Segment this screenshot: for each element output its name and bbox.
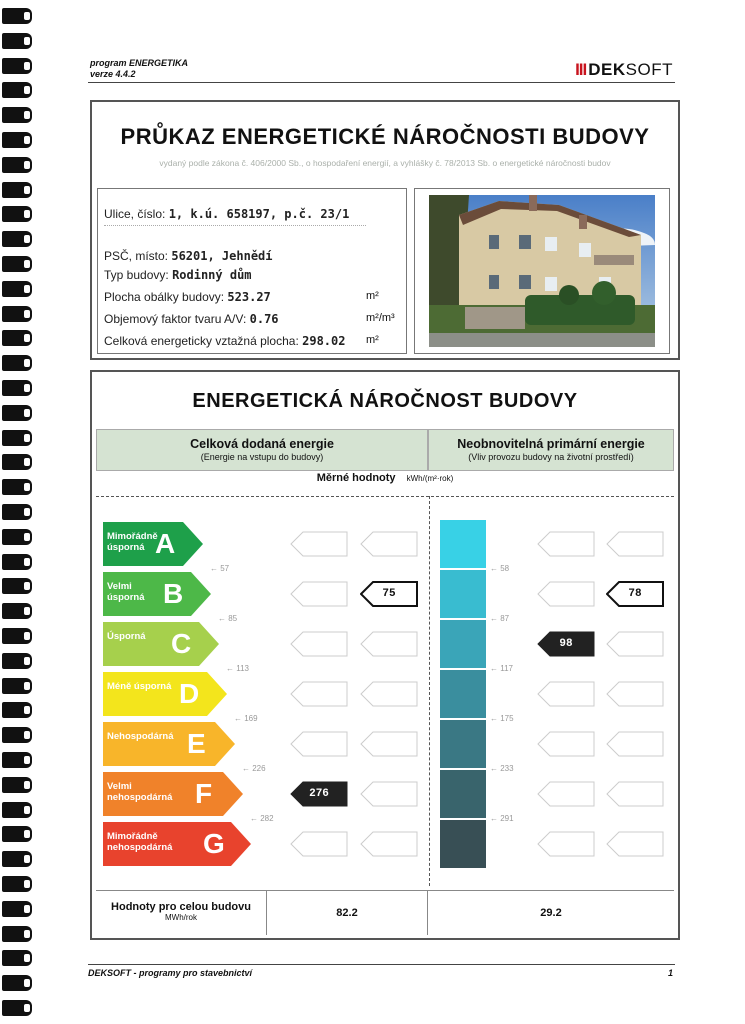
right-slot-1 <box>537 731 595 757</box>
right-slot-2 <box>606 531 664 557</box>
binding-ring <box>2 901 32 917</box>
whole-building-primary: 29.2 <box>540 907 562 919</box>
right-threshold: ← 87 <box>490 614 510 623</box>
street-value: 1, k.ú. 658197, p.č. 23/1 <box>168 207 350 221</box>
footer-rule <box>88 964 675 965</box>
class-f-arrow <box>103 772 243 816</box>
binding-ring <box>2 529 32 545</box>
class-c-arrow <box>103 622 219 666</box>
binding-ring <box>2 727 32 743</box>
binding-ring <box>2 281 32 297</box>
left-slot-2 <box>360 731 418 757</box>
primary-energy-bar-segment <box>440 620 486 668</box>
binding-ring <box>2 82 32 98</box>
left-threshold: ← 282 <box>250 814 274 823</box>
spiral-binding <box>0 0 34 1024</box>
right-slot-2 <box>606 631 664 657</box>
left-slot-1-value: 276 <box>309 788 329 800</box>
right-slot-2 <box>606 781 664 807</box>
specific-values-label-row <box>96 472 674 494</box>
left-slot-2 <box>360 781 418 807</box>
envelope-label: Plocha obálky budovy: <box>104 290 225 304</box>
primary-energy-bar-segment <box>440 670 486 718</box>
whole-building-label: Hodnoty pro celou budovu <box>111 901 251 913</box>
binding-ring <box>2 58 32 74</box>
binding-ring <box>2 182 32 198</box>
class-label: Velmi nehospodárná <box>107 781 173 803</box>
class-label: Úsporná <box>107 631 146 642</box>
right-slot-2 <box>606 581 664 607</box>
binding-ring <box>2 430 32 446</box>
whole-building-unit: MWh/rok <box>165 913 197 922</box>
binding-ring <box>2 107 32 123</box>
left-threshold: ← 113 <box>226 664 249 673</box>
binding-ring <box>2 578 32 594</box>
certificate-box <box>90 100 680 360</box>
right-column-header <box>428 429 674 471</box>
certificate-title: PRŮKAZ ENERGETICKÉ NÁROČNOSTI BUDOVY <box>120 124 650 149</box>
right-slot-1 <box>537 781 595 807</box>
right-slot-1 <box>537 831 595 857</box>
binding-ring <box>2 702 32 718</box>
certificate-subtitle: vydaný podle zákona č. 406/2000 Sb., o hospodaření energií, a vyhlášky č. 78/2013 Sb. o energetické náročnosti budov <box>159 158 611 168</box>
binding-ring <box>2 678 32 694</box>
program-info <box>90 58 188 80</box>
street-row <box>104 207 349 221</box>
program-version: verze 4.4.2 <box>90 69 136 79</box>
class-label: Méně úsporná <box>107 681 172 692</box>
right-header-title: Neobnovitelná primární energie <box>457 437 645 451</box>
right-threshold: ← 233 <box>490 764 514 773</box>
primary-energy-bar-segment <box>440 720 486 768</box>
binding-ring <box>2 157 32 173</box>
class-letter: E <box>187 728 206 759</box>
left-slot-2 <box>360 631 418 657</box>
right-slot-1 <box>537 681 595 707</box>
binding-ring <box>2 975 32 991</box>
binding-ring <box>2 777 32 793</box>
primary-energy-bar-segment <box>440 520 486 568</box>
left-threshold: ← 85 <box>218 614 238 623</box>
binding-ring <box>2 950 32 966</box>
footer-company: DEKSOFT - programy pro stavebnictví <box>88 968 253 978</box>
rating-title: ENERGETICKÁ NÁROČNOST BUDOVY <box>192 390 578 412</box>
class-a-arrow <box>103 522 203 566</box>
building-photo <box>414 188 670 354</box>
floor-unit: m² <box>366 334 379 346</box>
right-threshold: ← 58 <box>490 564 510 573</box>
right-slot-2 <box>606 831 664 857</box>
binding-ring <box>2 231 32 247</box>
primary-energy-bar-segment <box>440 770 486 818</box>
class-letter: G <box>203 828 225 859</box>
binding-ring <box>2 330 32 346</box>
left-slot-1 <box>290 731 348 757</box>
right-threshold: ← 117 <box>490 664 513 673</box>
right-header-subtitle: (Vliv provozu budovy na životní prostředí) <box>468 452 634 462</box>
specific-values-unit: kWh/(m²·rok) <box>406 474 454 483</box>
right-slot-1 <box>537 531 595 557</box>
shape-unit: m²/m³ <box>366 312 395 324</box>
type-label: Typ budovy: <box>104 268 169 282</box>
energy-rating-box <box>90 370 680 940</box>
left-slot-1 <box>290 681 348 707</box>
left-slot-1 <box>290 581 348 607</box>
binding-ring <box>2 802 32 818</box>
binding-ring <box>2 876 32 892</box>
logo-dek: DEK <box>588 60 626 79</box>
class-g-arrow <box>103 822 251 866</box>
left-threshold: ← 57 <box>210 564 230 573</box>
shape-label: Objemový faktor tvaru A/V: <box>104 312 247 326</box>
binding-ring <box>2 504 32 520</box>
floor-row <box>104 334 345 348</box>
floor-value: 298.02 <box>302 334 346 348</box>
page-number: 1 <box>667 968 673 978</box>
class-letter: B <box>163 578 184 609</box>
right-threshold: ← 175 <box>490 714 514 723</box>
shape-row <box>104 312 279 326</box>
binding-ring <box>2 826 32 842</box>
class-label: Mimořádně úsporná <box>107 531 158 553</box>
right-threshold: ← 291 <box>490 814 514 823</box>
binding-ring <box>2 603 32 619</box>
binding-ring <box>2 752 32 768</box>
left-slot-2 <box>360 531 418 557</box>
left-slot-2 <box>360 581 418 607</box>
left-threshold: ← 226 <box>242 764 266 773</box>
binding-ring <box>2 132 32 148</box>
class-label: Nehospodárná <box>107 731 174 742</box>
left-slot-1 <box>290 631 348 657</box>
binding-ring <box>2 256 32 272</box>
right-slot-1 <box>537 581 595 607</box>
building-info <box>97 188 407 354</box>
column-divider <box>429 496 430 886</box>
whole-building-delivered: 82.2 <box>267 891 428 935</box>
binding-ring <box>2 628 32 644</box>
left-header-title: Celková dodaná energie <box>190 437 334 451</box>
header-rule <box>88 82 675 83</box>
type-row <box>104 268 252 282</box>
floor-label: Celková energeticky vztažná plocha: <box>104 334 299 348</box>
program-name: program ENERGETIKA <box>90 58 189 68</box>
class-b-arrow <box>103 572 211 616</box>
class-letter: D <box>179 678 200 709</box>
left-slot-2 <box>360 681 418 707</box>
left-column-header <box>96 429 428 471</box>
envelope-unit: m² <box>366 290 379 302</box>
binding-ring <box>2 405 32 421</box>
divider <box>104 225 366 226</box>
left-slot-1 <box>290 531 348 557</box>
class-letter: A <box>155 528 176 559</box>
envelope-row <box>104 290 271 304</box>
binding-ring <box>2 479 32 495</box>
dashed-divider <box>96 496 674 497</box>
whole-building-row <box>96 890 674 935</box>
binding-ring <box>2 355 32 371</box>
left-slot-2-value: 75 <box>382 588 396 600</box>
binding-ring <box>2 33 32 49</box>
primary-energy-bar-segment <box>440 570 486 618</box>
shape-value: 0.76 <box>249 312 279 326</box>
psc-row <box>104 249 273 263</box>
house-photo-image <box>429 195 655 347</box>
binding-ring <box>2 8 32 24</box>
left-slot-2 <box>360 831 418 857</box>
right-slot-2 <box>606 731 664 757</box>
binding-ring <box>2 306 32 322</box>
left-slot-1 <box>290 831 348 857</box>
type-value: Rodinný dům <box>172 268 252 282</box>
class-e-arrow <box>103 722 235 766</box>
binding-ring <box>2 1000 32 1016</box>
deksoft-logo <box>575 60 673 80</box>
right-slot-1-value: 98 <box>559 638 573 650</box>
right-slot-2-value: 78 <box>628 588 642 600</box>
binding-ring <box>2 926 32 942</box>
class-letter: C <box>171 628 192 659</box>
class-label: Mimořádně nehospodárná <box>107 831 173 853</box>
binding-ring <box>2 554 32 570</box>
binding-ring <box>2 454 32 470</box>
binding-ring <box>2 851 32 867</box>
class-label: Velmi úsporná <box>107 581 145 603</box>
class-d-arrow <box>103 672 227 716</box>
logo-bars-icon: III <box>575 60 587 79</box>
class-letter: F <box>195 778 213 809</box>
psc-value: 56201, Jehnědí <box>171 249 273 263</box>
primary-energy-bar-segment <box>440 820 486 868</box>
binding-ring <box>2 380 32 396</box>
left-slot-1 <box>290 781 348 807</box>
street-label: Ulice, číslo: <box>104 207 166 221</box>
right-slot-2 <box>606 681 664 707</box>
binding-ring <box>2 653 32 669</box>
binding-ring <box>2 206 32 222</box>
envelope-value: 523.27 <box>227 290 271 304</box>
left-threshold: ← 169 <box>234 714 258 723</box>
whole-building-label-cell <box>96 891 267 935</box>
psc-label: PSČ, místo: <box>104 249 169 263</box>
left-header-subtitle: (Energie na vstupu do budovy) <box>200 452 324 462</box>
right-slot-1 <box>537 631 595 657</box>
logo-soft: SOFT <box>625 60 673 79</box>
specific-values-label: Měrné hodnoty <box>316 472 396 484</box>
